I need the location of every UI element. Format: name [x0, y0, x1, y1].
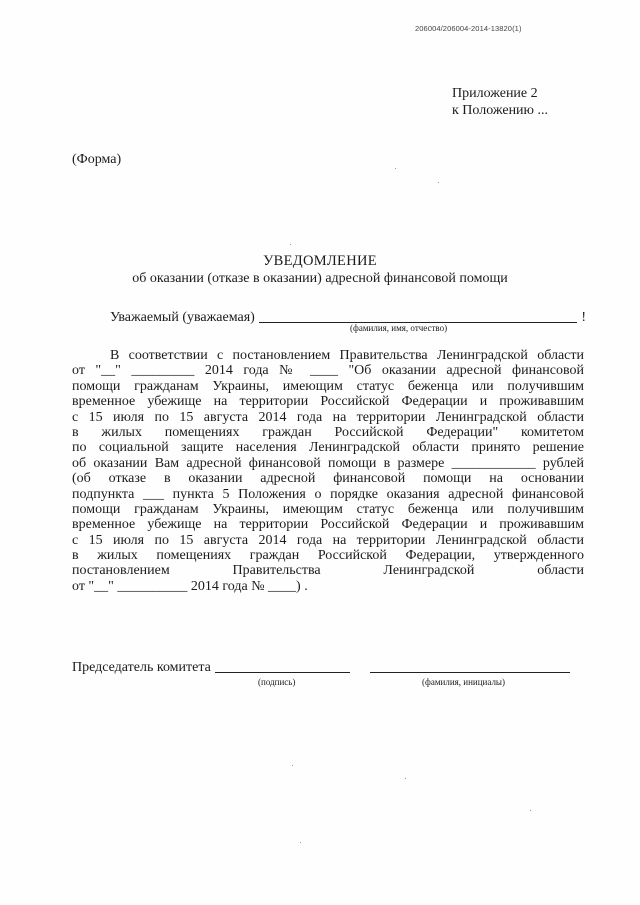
body-line: помощи гражданам Украины, имеющим статус беженца или получившим	[72, 501, 584, 517]
body-line: в жилых помещениях граждан Российской Федерации" комитетом	[72, 424, 584, 440]
signature-blank	[215, 671, 350, 673]
signature-line	[72, 660, 582, 676]
appendix-line-1: Приложение 2	[452, 86, 538, 101]
body-line: помощи гражданам Украины, имеющим статус беженца или получившим	[72, 378, 584, 394]
greeting-text: Уважаемый (уважаемая)	[110, 310, 255, 325]
body-line: с 15 июля по 15 августа 2014 года на территории Ленинградской области	[72, 532, 584, 548]
scan-speck	[300, 842, 301, 843]
scan-speck	[530, 810, 531, 811]
notification-body	[72, 348, 584, 594]
scan-speck	[292, 765, 293, 766]
document-title: УВЕДОМЛЕНИЕ	[263, 253, 377, 269]
body-line: в жилых помещениях граждан Российской Федерации, утвержденного	[72, 548, 584, 564]
greeting-line	[110, 310, 586, 326]
body-line: (об отказе в оказании адресной финансовой помощи на основании	[72, 471, 584, 487]
body-line: В соответствии с постановлением Правительства Ленинградской области	[110, 348, 584, 363]
appendix-header	[452, 85, 548, 119]
appendix-line-2: к Положению ...	[452, 103, 549, 118]
body-line: постановлением Правительства Ленинградской области	[72, 563, 584, 579]
document-id: 206004/206004-2014-13820(1)	[415, 24, 522, 33]
body-line: с 15 июля по 15 августа 2014 года на территории Ленинградской области	[72, 409, 584, 425]
document-subtitle: об оказании (отказе в оказании) адресной финансовой помощи	[132, 271, 508, 286]
body-line: временное убежище на территории Российской Федерации и проживавшим	[72, 394, 584, 410]
body-line: от "__" __________ 2014 года № ____) .	[72, 578, 308, 594]
body-line: об оказании Вам адресной финансовой помощи в размере ____________ рублей	[72, 455, 584, 471]
scan-speck	[405, 778, 406, 779]
body-line: от "__" _________ 2014 года № ____ "Об оказании адресной финансовой	[72, 363, 584, 379]
signature-label: Председатель комитета	[72, 660, 211, 675]
name-initials-hint: (фамилия, инициалы)	[422, 677, 505, 687]
greeting-exclamation: !	[581, 310, 586, 325]
scan-speck	[438, 182, 439, 183]
name-initials-blank	[370, 671, 570, 673]
recipient-name-hint: (фамилия, имя, отчество)	[350, 323, 448, 333]
signature-hint: (подпись)	[258, 677, 296, 687]
scan-speck	[290, 244, 291, 245]
form-label: (Форма)	[72, 152, 122, 167]
body-line: временное убежище на территории Российской Федерации и проживавшим	[72, 517, 584, 533]
scan-speck	[395, 168, 396, 169]
body-line: подпункта ___ пункта 5 Положения о порядке оказания адресной финансовой	[72, 486, 584, 502]
body-line: по социальной защите населения Ленинградской области принято решение	[72, 440, 584, 456]
